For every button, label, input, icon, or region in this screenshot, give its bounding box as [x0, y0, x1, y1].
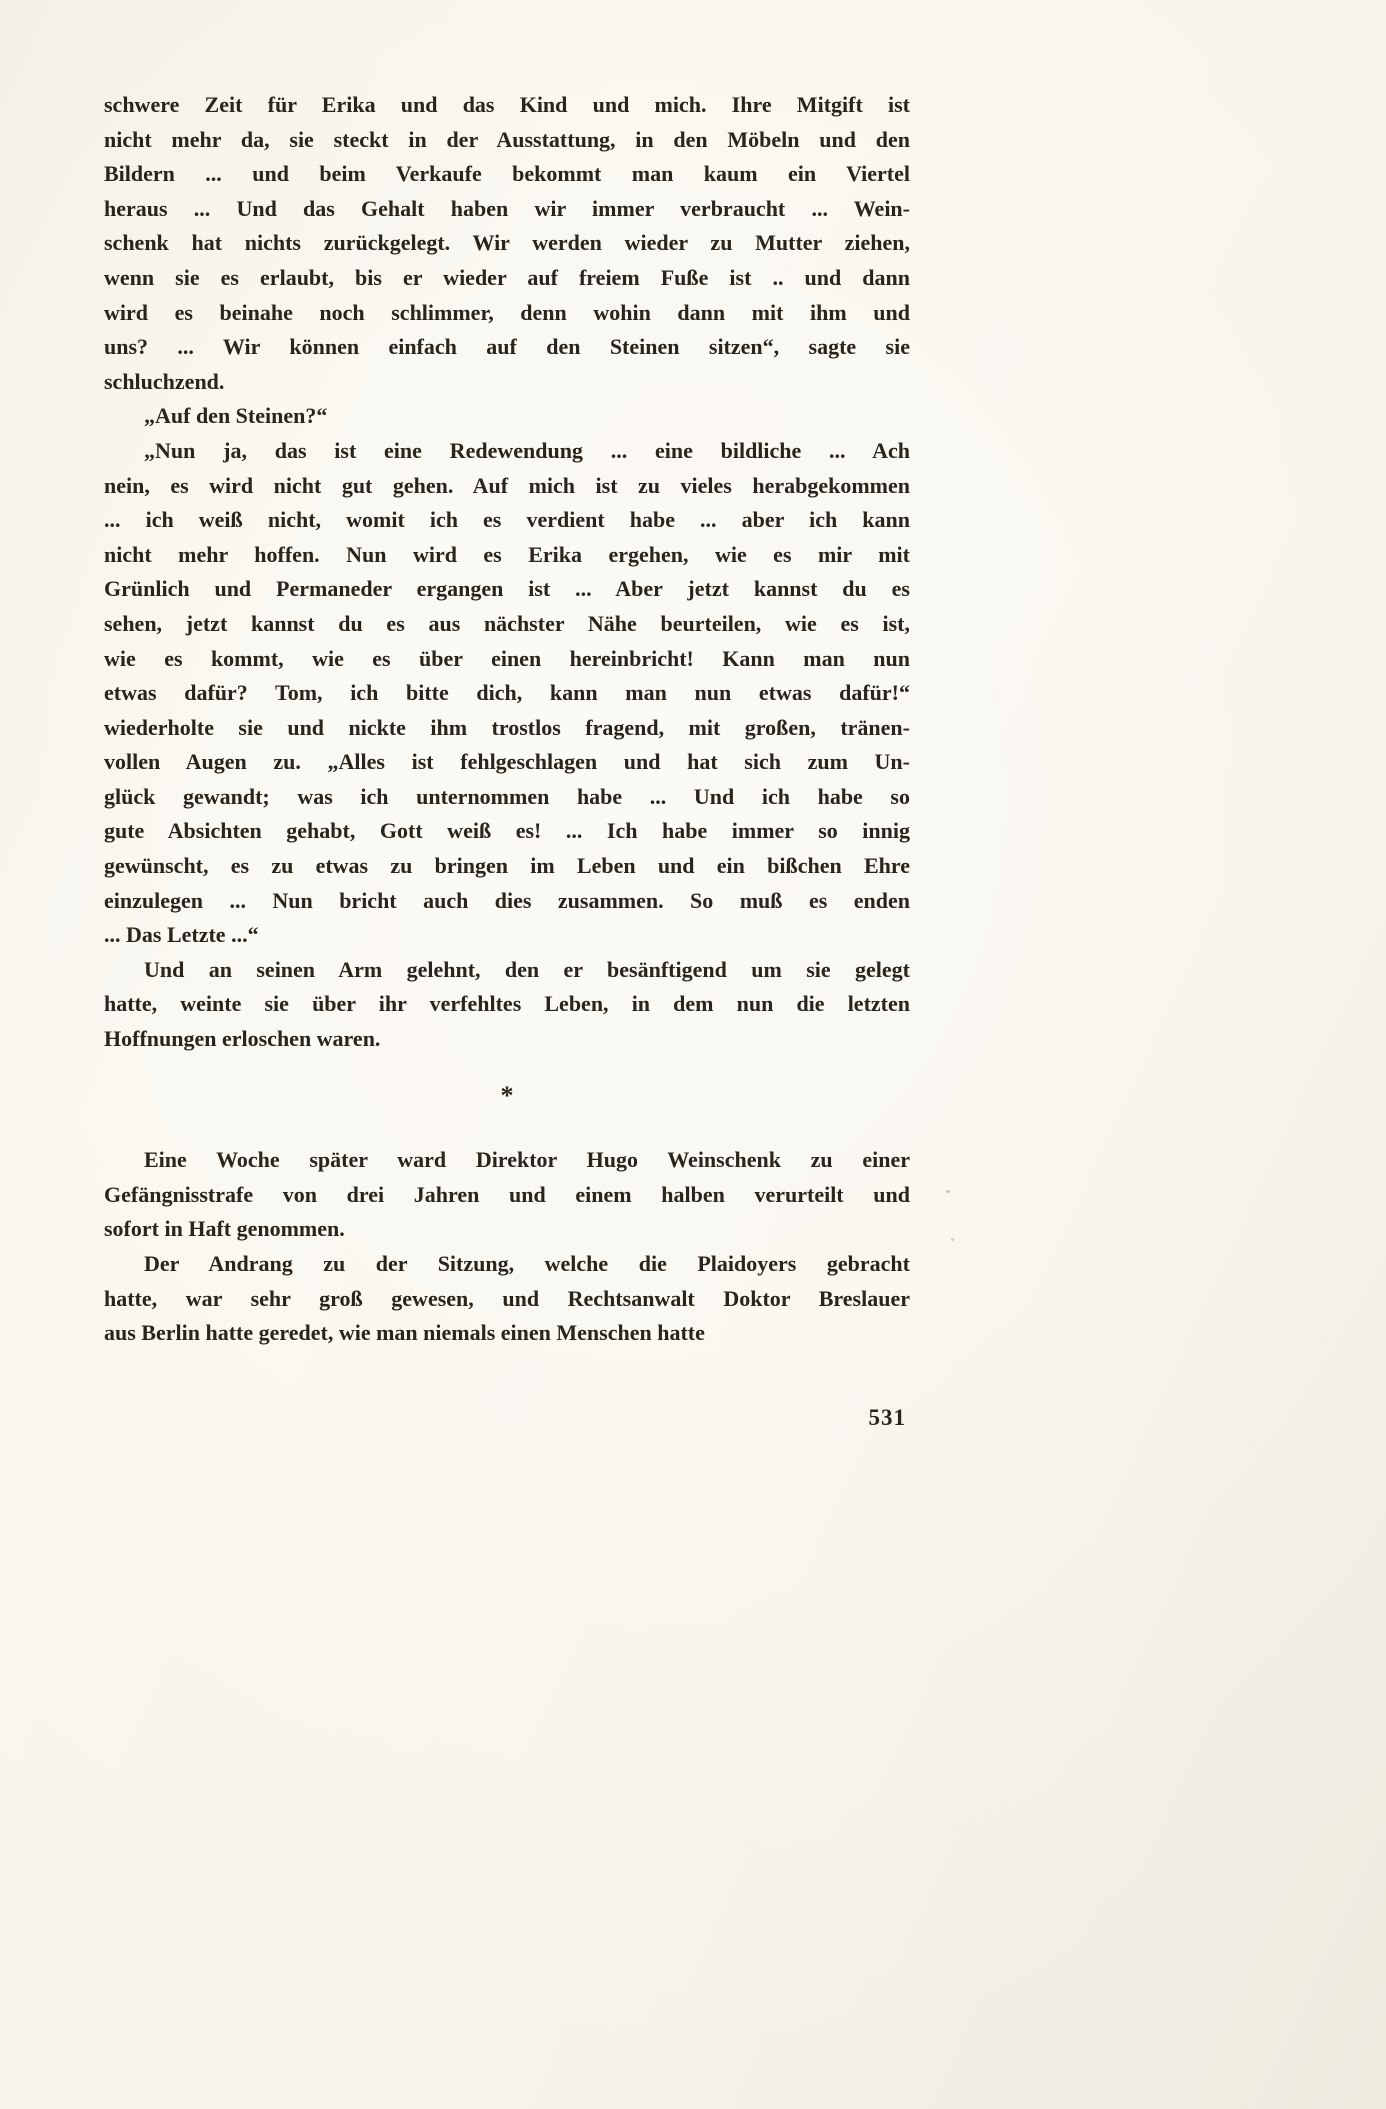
text-line: gute Absichten gehabt, Gott weiß es! ... Ich habe immer so innig	[104, 818, 910, 844]
text-line: schenk hat nichts zurückgelegt. Wir werden wieder zu Mutter ziehen,	[104, 230, 910, 256]
paragraph	[104, 1143, 910, 1247]
page-number: 531	[868, 1404, 906, 1430]
text-line: uns? ... Wir können einfach auf den Steinen sitzen“, sagte sie	[104, 334, 910, 360]
text-line: vollen Augen zu. „Alles ist fehlgeschlagen und hat sich zum Un-	[104, 749, 910, 775]
text-line: wie es kommt, wie es über einen hereinbricht! Kann man nun	[104, 645, 910, 671]
text-line: hatte, weinte sie über ihr verfehltes Leben, in dem nun die letzten	[104, 991, 910, 1017]
text-line: einzulegen ... Nun bricht auch dies zusammen. So muß es enden	[104, 887, 910, 913]
text-line: gewünscht, es zu etwas zu bringen im Leben und ein bißchen Ehre	[104, 853, 910, 879]
text-line: sofort in Haft genommen.	[104, 1216, 345, 1242]
text-line: nicht mehr hoffen. Nun wird es Erika ergehen, wie es mir mit	[104, 541, 910, 567]
text-line: „Auf den Steinen?“	[144, 403, 328, 429]
scan-speck	[951, 1238, 954, 1241]
section-1	[104, 88, 910, 1057]
text-line: wiederholte sie und nickte ihm trostlos fragend, mit großen, tränen-	[104, 714, 910, 740]
paragraph	[104, 1247, 910, 1351]
text-line: nicht mehr da, sie steckt in der Ausstattung, in den Möbeln und den	[104, 126, 910, 152]
text-line: Gefängnisstrafe von drei Jahren und einem halben verurteilt und	[104, 1181, 910, 1207]
text-line: Bildern ... und beim Verkaufe bekommt man kaum ein Viertel	[104, 161, 910, 187]
text-line: etwas dafür? Tom, ich bitte dich, kann man nun etwas dafür!“	[104, 680, 910, 706]
text-line: „Nun ja, das ist eine Redewendung ... eine bildliche ... Ach	[144, 437, 910, 463]
text-line: glück gewandt; was ich unternommen habe ... Und ich habe so	[104, 783, 910, 809]
paragraph	[104, 434, 910, 953]
text-line: wenn sie es erlaubt, bis er wieder auf freiem Fuße ist .. und dann	[104, 264, 910, 290]
text-line: Eine Woche später ward Direktor Hugo Weinschenk zu einer	[144, 1147, 910, 1173]
text-line: ... ich weiß nicht, womit ich es verdient habe ... aber ich kann	[104, 507, 910, 533]
text-line: wird es beinahe noch schlimmer, denn wohin dann mit ihm und	[104, 299, 910, 325]
text-line: Grünlich und Permaneder ergangen ist ... Aber jetzt kannst du es	[104, 576, 910, 602]
text-line: schwere Zeit für Erika und das Kind und mich. Ihre Mitgift ist	[104, 92, 910, 117]
paragraph	[104, 88, 910, 399]
paragraph	[104, 953, 910, 1057]
text-line: Der Andrang zu der Sitzung, welche die Plaidoyers gebracht	[144, 1251, 910, 1276]
section-2	[104, 1143, 910, 1351]
text-line: sehen, jetzt kannst du es aus nächster Nähe beurteilen, wie es ist,	[104, 610, 910, 636]
text-line: schluchzend.	[104, 368, 225, 394]
text-line: heraus ... Und das Gehalt haben wir immer verbraucht ... Wein-	[104, 195, 910, 221]
text-line: ... Das Letzte ...“	[104, 922, 259, 948]
text-line: aus Berlin hatte geredet, wie man niemals einen Menschen hatte	[104, 1320, 705, 1346]
scan-speck	[946, 1190, 950, 1193]
section-separator: *	[500, 1080, 514, 1110]
text-block	[104, 88, 910, 1435]
text-line: Und an seinen Arm gelehnt, den er besänftigend um sie gelegt	[144, 956, 910, 982]
text-line: nein, es wird nicht gut gehen. Auf mich ist zu vieles herabgekommen	[104, 472, 910, 498]
paragraph	[104, 399, 910, 434]
text-line: hatte, war sehr groß gewesen, und Rechtsanwalt Doktor Breslauer	[104, 1285, 910, 1311]
text-line: Hoffnungen erloschen waren.	[104, 1026, 381, 1052]
